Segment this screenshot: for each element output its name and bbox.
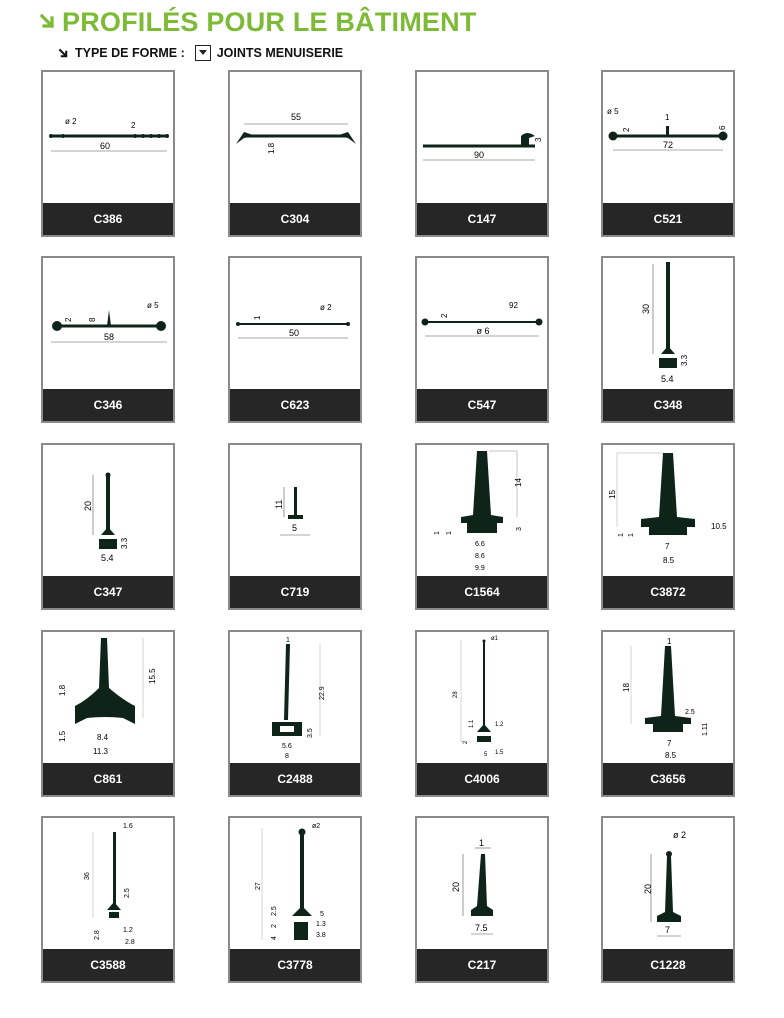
profile-card-c347[interactable] — [41, 443, 175, 610]
dimension-label: 5 — [484, 752, 488, 758]
profile-drawing — [603, 72, 733, 203]
profile-drawing — [603, 632, 733, 763]
dimension-label: ø 5 — [147, 301, 159, 310]
profile-code: C4006 — [417, 763, 547, 795]
dimension-label: 2 — [64, 317, 73, 322]
dimension-label: 15.5 — [148, 668, 157, 684]
profile-drawing — [43, 258, 173, 389]
profile-card-c623[interactable] — [228, 256, 362, 423]
dimension-label: 3.8 — [316, 932, 326, 939]
dimension-label: 2.8 — [125, 939, 135, 946]
dimension-label: 3.3 — [120, 537, 129, 549]
profile-card-c304[interactable] — [228, 70, 362, 237]
profile-code: C861 — [43, 763, 173, 795]
dimension-label: 1.5 — [495, 750, 504, 756]
dimension-label: 72 — [662, 140, 674, 150]
dimension-label: 36 — [84, 872, 91, 880]
dimension-label: 1.11 — [702, 722, 709, 736]
dimension-label: 8 — [285, 753, 289, 760]
profile-drawing — [43, 818, 173, 949]
chevron-down-icon — [198, 48, 208, 58]
dimension-label: ø 2 — [320, 303, 332, 312]
dimension-label: 28 — [453, 691, 459, 698]
profile-card-c1228[interactable] — [601, 816, 735, 983]
dimension-label: ø 5 — [607, 107, 619, 116]
dimension-label: ø 2 — [65, 117, 77, 126]
dimension-label: 7 — [667, 739, 672, 748]
dimension-label: 2.5 — [685, 709, 695, 716]
profile-card-c1564[interactable] — [415, 443, 549, 610]
dimension-label: 1 — [253, 315, 262, 320]
dimension-label: 1 — [665, 113, 670, 122]
dimension-label: 8.5 — [663, 556, 675, 565]
dimension-label: 2 — [622, 127, 631, 132]
shape-type-filter — [58, 42, 343, 64]
dropdown-toggle[interactable] — [195, 45, 211, 61]
filter-value[interactable]: JOINTS MENUISERIE — [216, 46, 344, 60]
dimension-label: 14 — [514, 478, 523, 487]
profile-card-c147[interactable] — [415, 70, 549, 237]
profile-code: C3588 — [43, 949, 173, 981]
profile-code: C386 — [43, 203, 173, 235]
dimension-label: 8.6 — [475, 553, 485, 560]
dimension-label: 92 — [509, 301, 518, 310]
dimension-label: 9.9 — [475, 565, 485, 572]
dimension-label: 1.2 — [495, 722, 504, 728]
dimension-label: 6.6 — [475, 541, 485, 548]
dimension-label: 7 — [665, 542, 670, 551]
dimension-label: 5 — [320, 911, 324, 918]
profile-code: C217 — [417, 949, 547, 981]
profile-code: C1228 — [603, 949, 733, 981]
dimension-label: 2 — [440, 313, 449, 318]
dimension-label: 2 — [271, 924, 278, 928]
profile-card-c547[interactable] — [415, 256, 549, 423]
dimension-label: ø 6 — [476, 326, 490, 336]
dimension-label: 1 — [667, 637, 672, 646]
dimension-label: 1.2 — [123, 927, 133, 934]
dimension-label: 7.5 — [475, 923, 488, 933]
dimension-label: 5 — [292, 523, 298, 533]
profile-drawing — [603, 818, 733, 949]
profile-code: C547 — [417, 389, 547, 421]
dimension-label: 20 — [451, 881, 461, 892]
dimension-label: 6 — [718, 125, 727, 130]
dimension-label: 22.9 — [319, 686, 326, 700]
dimension-label: 11 — [274, 499, 284, 509]
dimension-label: 5.4 — [101, 553, 114, 563]
dimension-label: 1 — [628, 533, 635, 537]
filter-label: TYPE DE FORME : — [75, 46, 185, 60]
arrow-down-right-icon — [58, 48, 69, 59]
profile-drawing — [603, 445, 733, 576]
dimension-label: 1 — [434, 531, 441, 535]
profile-card-c521[interactable] — [601, 70, 735, 237]
profile-drawing — [417, 818, 547, 949]
profile-card-c3656[interactable] — [601, 630, 735, 797]
dimension-label: 8 — [88, 317, 97, 322]
dimension-label: 50 — [288, 328, 300, 338]
dimension-label: 10.5 — [711, 522, 727, 531]
dimension-label: 2 — [463, 740, 469, 744]
dimension-label: 18 — [622, 683, 631, 692]
dimension-label: 2.5 — [271, 906, 278, 916]
dimension-label: 27 — [255, 882, 262, 890]
dimension-label: 3 — [516, 527, 523, 531]
profile-card-c861[interactable] — [41, 630, 175, 797]
dimension-label: 90 — [473, 150, 485, 160]
dimension-label: 1.6 — [123, 823, 133, 830]
profile-code: C1564 — [417, 576, 547, 608]
dimension-label: 58 — [103, 332, 115, 342]
dimension-label: 2.8 — [94, 930, 101, 940]
dimension-label: ø 2 — [673, 830, 687, 840]
profile-drawing — [43, 445, 173, 576]
dimension-label: 20 — [83, 500, 93, 511]
profile-card-c348[interactable] — [601, 256, 735, 423]
dimension-label: 4 — [271, 936, 278, 940]
dimension-label: 30 — [641, 303, 651, 314]
profile-code: C623 — [230, 389, 360, 421]
profile-card-c346[interactable] — [41, 256, 175, 423]
dimension-label: 1.8 — [267, 142, 276, 154]
profile-drawing — [43, 632, 173, 763]
dimension-label: 1 — [618, 533, 625, 537]
dimension-label: 11.3 — [93, 747, 108, 756]
profile-card-c4006[interactable] — [415, 630, 549, 797]
profile-drawing — [230, 818, 360, 949]
dimension-label: 1 — [286, 637, 290, 644]
profile-drawing — [417, 445, 547, 576]
dimension-label: 55 — [290, 112, 302, 122]
dimension-label: 1 — [446, 531, 453, 535]
profile-code: C346 — [43, 389, 173, 421]
profile-drawing — [230, 445, 360, 576]
arrow-down-right-icon — [40, 14, 56, 30]
profile-code: C347 — [43, 576, 173, 608]
dimension-label: 2.5 — [124, 888, 131, 898]
dimension-label: ø2 — [312, 823, 321, 830]
profile-card-c719[interactable] — [228, 443, 362, 610]
profile-code: C3656 — [603, 763, 733, 795]
profile-card-c217[interactable] — [415, 816, 549, 983]
dimension-label: 8.4 — [97, 733, 109, 742]
profile-drawing — [230, 258, 360, 389]
dimension-label: 3 — [534, 137, 543, 142]
profile-code: C3778 — [230, 949, 360, 981]
dimension-label: 1.5 — [58, 730, 67, 742]
dimension-label: 3.5 — [307, 728, 314, 738]
dimension-label: ø1 — [491, 636, 499, 642]
dimension-label: 60 — [99, 141, 111, 151]
dimension-label: 1.3 — [316, 921, 326, 928]
profile-drawing — [230, 72, 360, 203]
profile-code: C348 — [603, 389, 733, 421]
profile-code: C304 — [230, 203, 360, 235]
dimension-label: 20 — [643, 883, 653, 894]
dimension-label: 1.8 — [58, 684, 67, 696]
profile-drawing — [43, 72, 173, 203]
profile-code: C3872 — [603, 576, 733, 608]
profile-drawing — [417, 72, 547, 203]
dimension-label: 8.5 — [665, 751, 677, 760]
dimension-label: 2 — [131, 121, 136, 130]
dimension-label: 1.1 — [469, 719, 475, 728]
dimension-label: 7 — [665, 925, 671, 935]
profile-code: C147 — [417, 203, 547, 235]
dimension-label: 3.3 — [680, 354, 689, 366]
dimension-label: 5.6 — [282, 743, 292, 750]
profile-drawing — [417, 632, 547, 763]
page-title-text: PROFILÉS POUR LE BÂTIMENT — [62, 6, 477, 37]
profile-drawing — [603, 258, 733, 389]
profile-drawing — [230, 632, 360, 763]
profile-card-c3872[interactable] — [601, 443, 735, 610]
profile-card-c2488[interactable] — [228, 630, 362, 797]
page-title — [40, 6, 477, 38]
profile-code: C521 — [603, 203, 733, 235]
profile-card-c386[interactable] — [41, 70, 175, 237]
dimension-label: 15 — [608, 490, 617, 499]
profile-drawing — [417, 258, 547, 389]
profile-card-c3778[interactable] — [228, 816, 362, 983]
profile-code: C2488 — [230, 763, 360, 795]
dimension-label: 5.4 — [661, 374, 674, 384]
dimension-label: 1 — [479, 838, 485, 848]
profile-card-c3588[interactable] — [41, 816, 175, 983]
profile-code: C719 — [230, 576, 360, 608]
